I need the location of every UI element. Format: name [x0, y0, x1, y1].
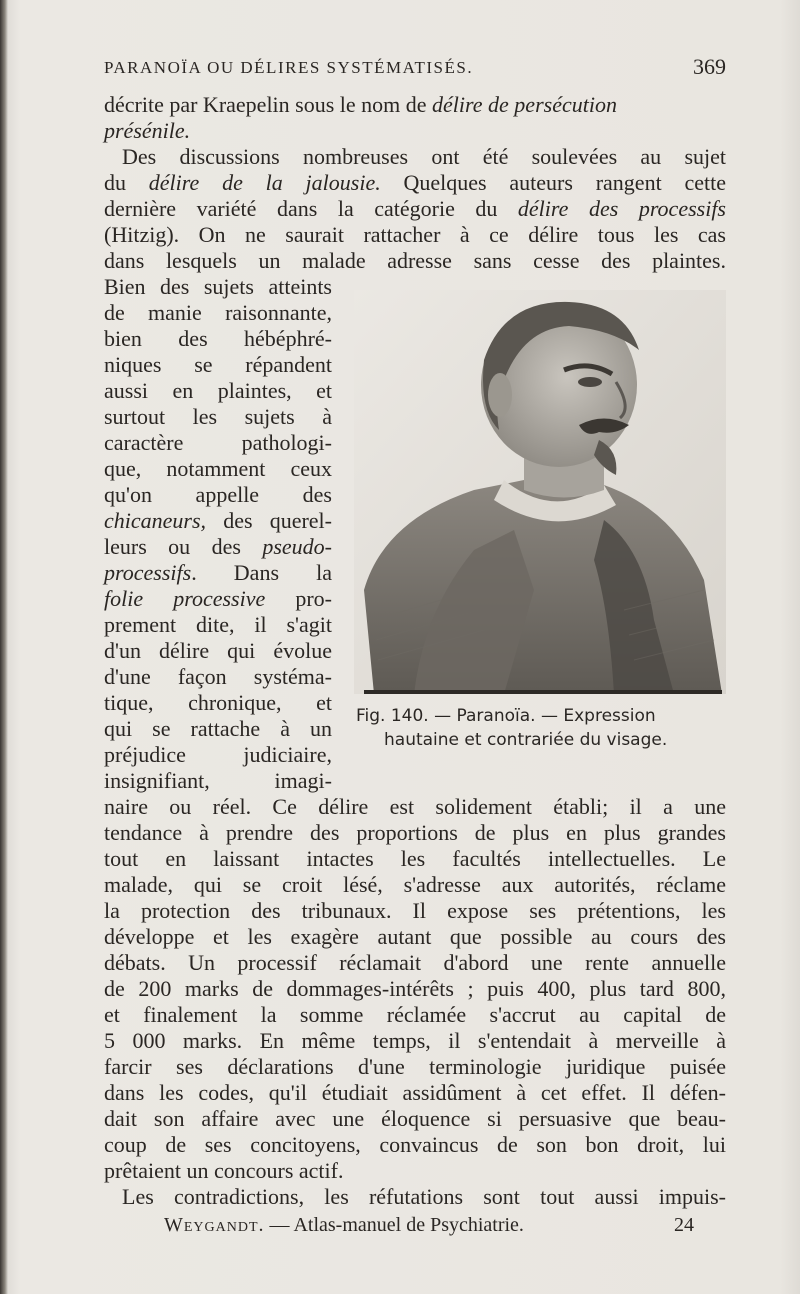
text-line: de 200 marks de dommages-intérêts ; puis 400, plus tard 800, [104, 976, 726, 1001]
figure-caption-line2: hautaine et contrariée du visage. [384, 730, 668, 750]
book-spine-shadow [0, 0, 8, 1294]
text-line: coup de ses concitoyens, convaincus de son bon droit, lui [104, 1132, 726, 1157]
text-line: dait son affaire avec une éloquence si persuasive que beau- [104, 1106, 726, 1131]
running-title: PARANOÏA OU DÉLIRES SYSTÉMATISÉS. [104, 58, 474, 77]
text-line: Bien des sujets atteints [104, 274, 332, 299]
page-header [104, 54, 726, 80]
text-line: dans lesquels un malade adresse sans cesse des plaintes. [104, 248, 726, 273]
text-line: niques se répandent [104, 352, 332, 377]
text-line: préjudice judiciaire, [104, 742, 332, 767]
text-line: présénile. [104, 118, 191, 143]
footer-author: Weygandt. [164, 1214, 265, 1236]
paragraph-start: Des discussions nombreuses ont été soulevées au sujet [122, 144, 726, 169]
text-line: prêtaient un concours actif. [104, 1158, 344, 1183]
text-line: tendance à prendre des proportions de plus en plus grandes [104, 820, 726, 845]
page-number: 369 [693, 54, 726, 79]
text-line: la protection des tribunaux. Il expose ses prétentions, les [104, 898, 726, 923]
text-line: surtout les sujets à [104, 404, 332, 429]
text-line: dernière variété dans la catégorie du délire des processifs [104, 196, 726, 221]
figure-portrait [354, 290, 726, 694]
text-line: qu'on appelle des [104, 482, 332, 507]
text-line: leurs ou des pseudo- [104, 534, 332, 559]
text-line: tout en laissant intactes les facultés intellectuelles. Le [104, 846, 726, 871]
paragraph-start: Les contradictions, les réfutations sont tout aussi impuis- [122, 1184, 726, 1209]
signature-mark: 24 [674, 1214, 694, 1236]
text-line: et finalement la somme réclamée s'accrut au capital de [104, 1002, 726, 1027]
portrait-engraving [354, 290, 726, 694]
text-line: de manie raisonnante, [104, 300, 332, 325]
text-line: insignifiant, imagi- [104, 768, 332, 793]
text-line: développe et les exagère autant que possible au cours des [104, 924, 726, 949]
footer-title: — Atlas-manuel de Psychiatrie. [264, 1214, 524, 1236]
text-line: débats. Un processif réclamait d'abord une rente annuelle [104, 950, 726, 975]
text-line: qui se rattache à un [104, 716, 332, 741]
figure-caption-line1: Fig. 140. — Paranoïa. — Expression [356, 706, 656, 726]
page-footer [164, 1214, 694, 1244]
text-line: caractère pathologi- [104, 430, 332, 455]
text-line: du délire de la jalousie. Quelques auteurs rangent cette [104, 170, 726, 195]
text-line: que, notamment ceux [104, 456, 332, 481]
text-line: processifs. Dans la [104, 560, 332, 585]
text-line: dans les codes, qu'il étudiait assidûment à cet effet. Il défen- [104, 1080, 726, 1105]
text-line: 5 000 marks. En même temps, il s'entendait à merveille à [104, 1028, 726, 1053]
text-line: chicaneurs, des querel- [104, 508, 332, 533]
text-line: farcir ses déclarations d'une terminologie juridique puisée [104, 1054, 726, 1079]
text-line: aussi en plaintes, et [104, 378, 332, 403]
text-line: d'une façon systéma- [104, 664, 332, 689]
text-line: bien des hébéphré- [104, 326, 332, 351]
text-line: naire ou réel. Ce délire est solidement établi; il a une [104, 794, 726, 819]
text-line: (Hitzig). On ne saurait rattacher à ce délire tous les cas [104, 222, 726, 247]
text-line: prement dite, il s'agit [104, 612, 332, 637]
text-line: décrite par Kraepelin sous le nom de délire de persécution [104, 92, 617, 117]
text-line: malade, qui se croit lésé, s'adresse aux autorités, réclame [104, 872, 726, 897]
text-line: tique, chronique, et [104, 690, 332, 715]
text-line: d'un délire qui évolue [104, 638, 332, 663]
text-line: folie processive pro- [104, 586, 333, 611]
